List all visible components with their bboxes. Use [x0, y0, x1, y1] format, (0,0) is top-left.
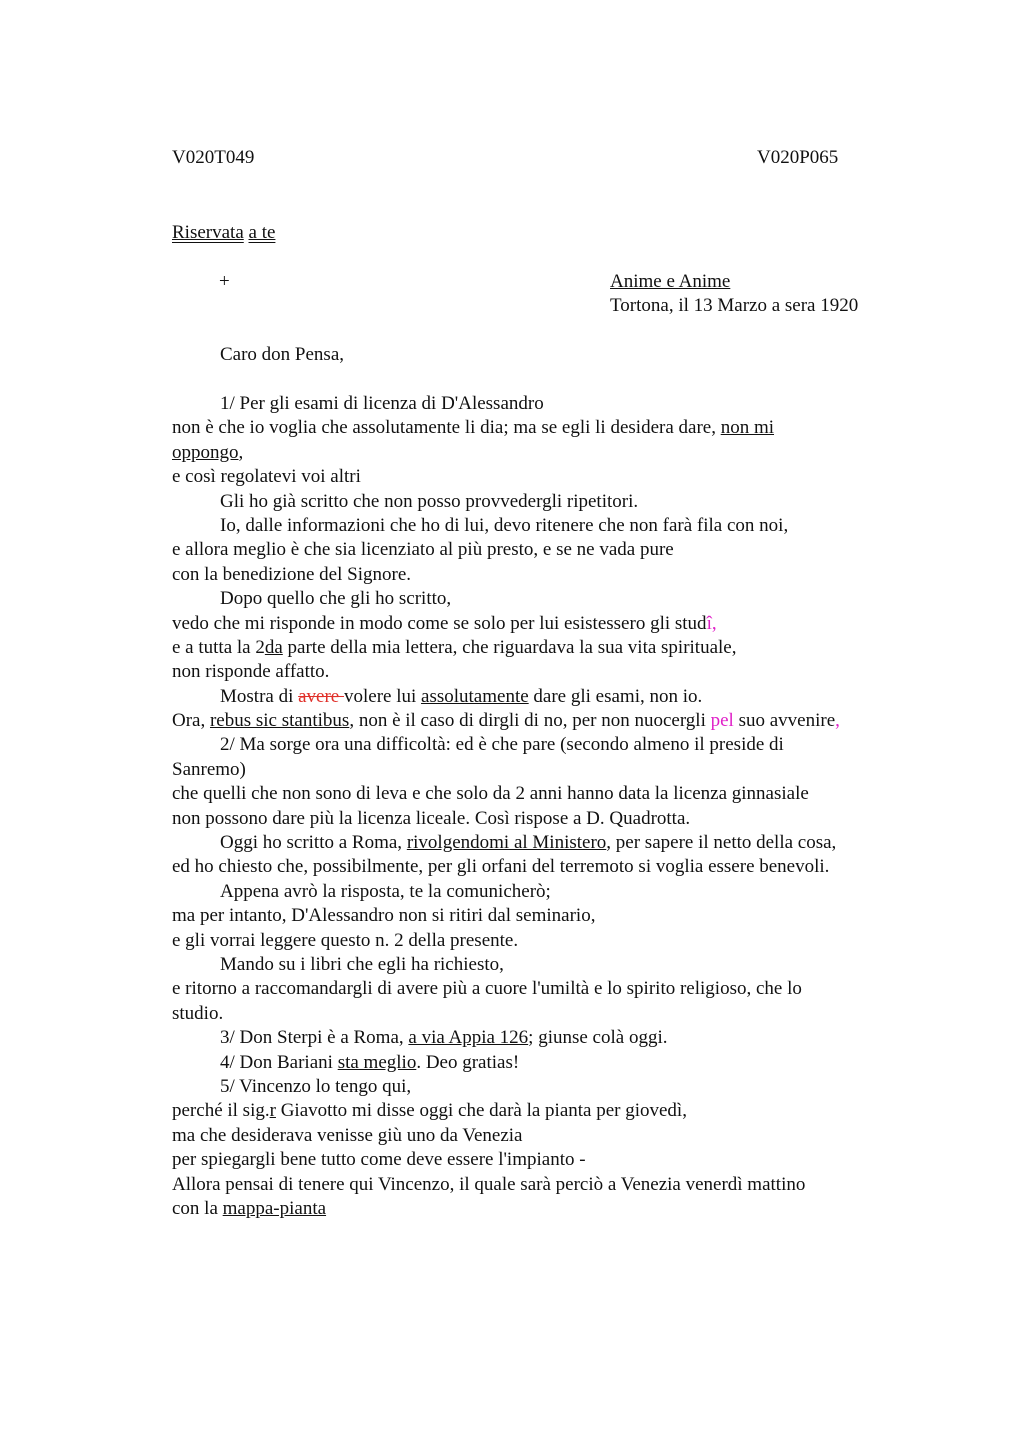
letter-text: suo avvenire — [733, 710, 836, 732]
letter-text: r — [269, 1100, 276, 1122]
letter-line — [172, 563, 912, 587]
letter-text: Mostra di — [220, 685, 299, 707]
letter-line — [172, 1197, 912, 1221]
letter-text: da — [264, 636, 283, 658]
letter-text: e così regolatevi voi altri — [172, 466, 361, 488]
letter-text: che quelli che non sono di leva e che solo da 2 anni hanno data la licenza ginnasiale — [172, 783, 809, 805]
letter-line — [172, 1099, 912, 1123]
letter-line — [172, 880, 912, 904]
letter-text: e gli vorrai leggere questo n. 2 della presente. — [172, 929, 519, 951]
letter-line — [172, 685, 912, 709]
letter-line — [172, 490, 912, 514]
letter-text: 4/ Don Bariani — [220, 1051, 338, 1073]
letter-line — [172, 612, 912, 636]
letter-text: dare gli esami, non io. — [528, 685, 703, 707]
letter-text: Gli ho già scritto che non posso provvedergli ripetitori. — [220, 490, 639, 512]
reserved-recipient: a te — [248, 222, 276, 243]
letter-text: , per sapere il netto della cosa, — [606, 832, 837, 854]
letter-text: a via Appia 126 — [408, 1027, 529, 1049]
letter-text: parte della mia lettera, che riguardava la sua vita spirituale, — [282, 636, 737, 658]
letter-text: ; giunse colà oggi. — [528, 1027, 668, 1049]
letter-line — [172, 416, 912, 440]
letter-text: Giavotto mi disse oggi che darà la pianta per giovedì, — [275, 1100, 687, 1122]
document-code-right: V020P065 — [757, 147, 839, 168]
letter-text: Appena avrò la risposta, te la comunicherò; — [220, 880, 551, 902]
letter-line — [172, 587, 912, 611]
letter-text: Oggi ho scritto a Roma, — [220, 832, 407, 854]
letter-text: ed ho chiesto che, possibilmente, per gli orfani del terremoto si voglia essere benevoli. — [172, 856, 830, 878]
letter-text: con la — [172, 1197, 223, 1219]
letter-text: Sanremo) — [172, 758, 246, 780]
letter-line — [172, 441, 912, 465]
date-line: Tortona, il 13 Marzo a sera 1920 — [610, 295, 859, 316]
letter-text: Mando su i libri che egli ha richiesto, — [220, 953, 504, 975]
letter-line — [172, 1173, 912, 1197]
deleted-word: avere — [298, 685, 344, 707]
letter-text: Ora, — [172, 710, 210, 732]
letter-text: e ritorno a raccomandargli di avere più a cuore l'umiltà e lo spirito religioso, che lo — [172, 978, 802, 1000]
letter-text: sta meglio — [337, 1051, 417, 1073]
letter-text: , non è il caso di dirgli di no, per non nuocergli — [349, 710, 711, 732]
cross-symbol: + — [219, 271, 230, 292]
letter-line — [172, 660, 912, 684]
letter-text: per spiegargli bene tutto come deve essere l'impianto - — [172, 1149, 586, 1171]
letter-text: 5/ Vincenzo lo tengo qui, — [220, 1075, 412, 1097]
letter-line — [172, 392, 912, 416]
letter-line — [172, 782, 912, 806]
letter-text: e allora meglio è che sia licenziato al più presto, e se ne vada pure — [172, 539, 674, 561]
letter-line — [172, 709, 912, 733]
letter-text: assolutamente — [421, 685, 529, 707]
letter-text: e a tutta la 2 — [172, 636, 265, 658]
letter-line — [172, 1075, 912, 1099]
letter-text: non mi — [720, 417, 775, 439]
document-code-left: V020T049 — [172, 147, 255, 168]
letter-text: 3/ Don Sterpi è a Roma, — [220, 1027, 409, 1049]
letter-text: Dopo quello che gli ho scritto, — [220, 588, 452, 610]
inserted-text: î, — [706, 612, 717, 634]
inserted-text: , — [835, 710, 840, 732]
letter-line — [172, 636, 912, 660]
letter-line — [172, 831, 912, 855]
letter-text: . Deo gratias! — [416, 1051, 520, 1073]
letter-text: Io, dalle informazioni che ho di lui, devo ritenere che non farà fila con noi, — [220, 514, 789, 536]
letter-text: Allora pensai di tenere qui Vincenzo, il quale sarà perciò a Venezia venerdì mattino — [172, 1173, 806, 1195]
letter-text: 2/ Ma sorge ora una difficoltà: ed è che pare (secondo almeno il preside di — [220, 734, 784, 756]
reserved-word: Riservata — [172, 222, 244, 243]
letter-text: vedo che mi risponde in modo come se solo per lui esistessero gli stud — [172, 612, 707, 634]
letter-line — [172, 807, 912, 831]
salutation: Caro don Pensa, — [220, 344, 345, 365]
letter-line — [172, 1026, 912, 1050]
letter-text: , — [238, 441, 244, 463]
letter-line — [172, 1002, 912, 1026]
inserted-text: pel — [710, 710, 734, 732]
letter-line — [172, 929, 912, 953]
letter-text: studio. — [172, 1002, 224, 1024]
letter-text: oppongo — [172, 441, 239, 463]
letter-line — [172, 758, 912, 782]
letter-line — [172, 1124, 912, 1148]
reserved-note — [172, 221, 275, 245]
letter-text: non è che io voglia che assolutamente li dia; ma se egli li desidera dare, — [172, 417, 721, 439]
letter-text: perché il sig. — [172, 1100, 270, 1122]
letter-line — [172, 977, 912, 1001]
letter-body — [172, 392, 912, 1221]
letter-text: ma che desiderava venisse giù uno da Venezia — [172, 1124, 523, 1146]
letter-text: ma per intanto, D'Alessandro non si ritiri dal seminario, — [172, 905, 596, 927]
letter-line — [172, 514, 912, 538]
letter-line — [172, 1051, 912, 1075]
letter-text: 1/ Per gli esami di licenza di D'Alessandro — [220, 393, 544, 414]
letter-text: non possono dare più la licenza liceale. Così rispose a D. Quadrotta. — [172, 807, 691, 829]
letter-text: volere lui — [344, 685, 422, 707]
letter-text: non risponde affatto. — [172, 661, 330, 683]
letter-line — [172, 733, 912, 757]
letter-line — [172, 465, 912, 489]
letter-line — [172, 538, 912, 562]
motto: Anime e Anime — [610, 271, 731, 292]
letter-line — [172, 953, 912, 977]
letter-text: rebus sic stantibus — [209, 710, 350, 732]
letter-line — [172, 1148, 912, 1172]
letter-line — [172, 855, 912, 879]
letter-text: con la benedizione del Signore. — [172, 563, 412, 585]
letter-text: rivolgendomi al Ministero — [406, 832, 607, 854]
letter-line — [172, 904, 912, 928]
letter-text: mappa-pianta — [222, 1197, 327, 1219]
